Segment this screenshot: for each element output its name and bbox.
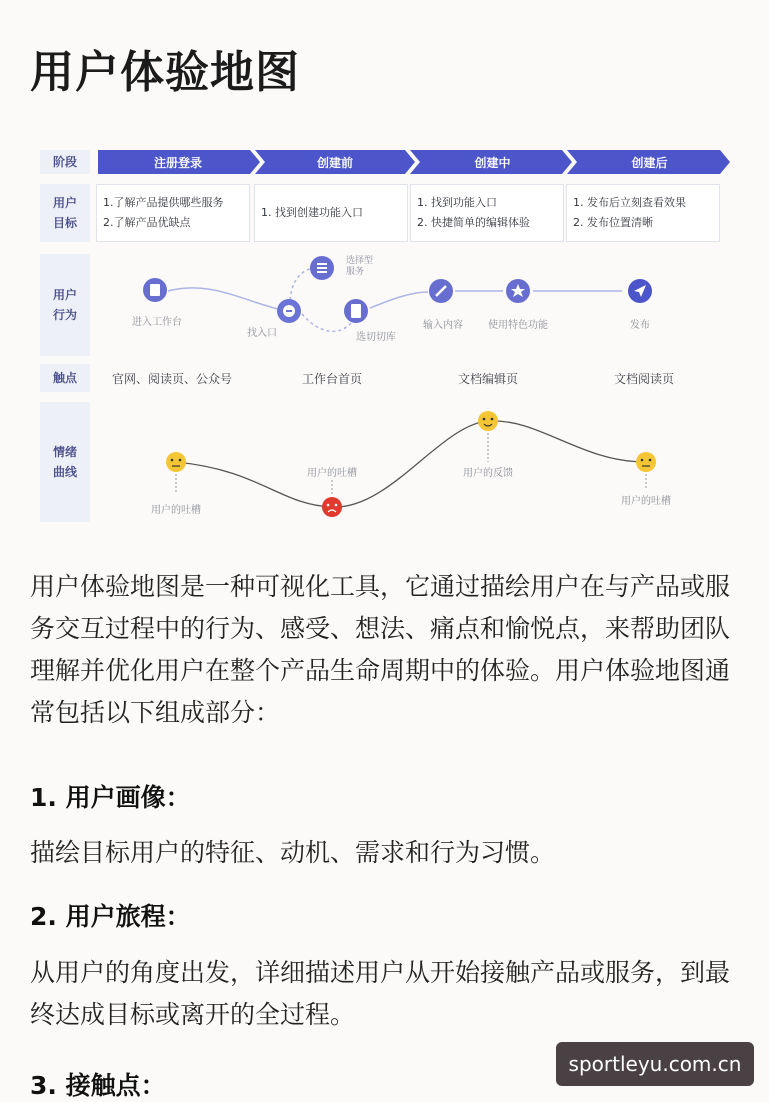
row-label-action [40,254,90,356]
action-tag-text: 选择型 [346,256,374,266]
emotion-label: 用户的反馈 [463,468,513,479]
section-heading: 3. 接触点： [30,1071,166,1100]
emotion-curve [176,421,646,507]
action-label: 进入工作台 [132,317,182,328]
goal-item: 1.了解产品提供哪些服务 [103,196,224,209]
phase-label: 创建后 [631,155,668,170]
row-label-text: 曲线 [52,465,77,479]
section-heading: 1. 用户画像： [30,783,191,812]
goal-item: 1. 找到创建功能入口 [261,206,363,219]
pencil-icon [429,279,453,303]
document-icon [143,278,167,302]
row-label-emotion [40,402,90,522]
action-label: 发布 [630,320,650,331]
angry-face-icon [322,497,342,517]
happy-face-icon [478,411,498,431]
flow-line [302,314,352,331]
touchpoint: 官网、阅读页、公众号 [112,372,233,386]
action-label: 找入口 [247,328,277,339]
flow-line [168,288,282,310]
section-body: 从用户的角度出发，详细描述用户从开始接触产品或服务，到最终达成目标或离开的全过程。 [30,958,731,1029]
send-icon [628,279,652,303]
phase-label: 创建前 [316,155,353,170]
neutral-face-icon [636,452,656,472]
section-body: 描绘目标用户的特征、动机、需求和行为习惯。 [30,838,556,867]
plus-icon [277,299,301,323]
action-label: 使用特色功能 [488,320,548,331]
action-tag [346,256,373,278]
touchpoint: 文档编辑页 [458,372,519,386]
intro-paragraph: 用户体验地图是一种可视化工具，它通过描绘用户在与产品或服务交互过程中的行为、感受、想法、痛点和愉悦点，来帮助团队理解并优化用户在整个产品生命周期中的体验。用户体验地图通常包括以下组成部分： [30,572,731,727]
goal-cell [566,184,720,242]
star-icon [506,279,530,303]
action-label: 选切切库 [356,332,396,343]
goal-item: 2. 快捷简单的编辑体验 [417,216,530,229]
emotion-label: 用户的吐槽 [621,496,671,507]
tablet-icon [344,299,368,323]
row-label-touch: 触点 [52,371,77,385]
emotion-label: 用户的吐槽 [307,468,357,479]
goal-item: 1. 找到功能入口 [417,196,497,209]
row-label-goal [40,184,90,242]
goal-cell [254,184,408,242]
row-label-text: 目标 [52,216,77,230]
action-label: 输入内容 [423,320,463,331]
row-label-stage: 阶段 [52,155,77,169]
row-label-text: 用户 [52,288,77,302]
row-label-text: 情绪 [52,445,77,459]
phase-label: 创建中 [474,155,511,170]
goal-item: 2. 发布位置清晰 [573,216,653,229]
goal-cell [96,184,250,242]
goal-item: 2.了解产品优缺点 [103,216,191,229]
flow-line [290,268,312,300]
section-heading: 2. 用户旅程： [30,902,191,931]
flow-line [370,292,428,308]
emotion-label: 用户的吐槽 [151,505,201,516]
touchpoint: 文档阅读页 [614,372,675,386]
row-label-text: 用户 [52,196,77,210]
goal-item: 1. 发布后立刻查看效果 [573,196,686,209]
neutral-face-icon [166,452,186,472]
touchpoint: 工作台首页 [302,372,363,386]
list-icon [310,256,334,280]
watermark: sportleyu.com.cn [556,1042,754,1086]
row-label-text: 行为 [52,308,77,322]
action-tag-text: 服务 [346,267,365,277]
goal-cell [410,184,564,242]
page-title: 用户体验地图 [30,47,300,98]
phase-label: 注册登录 [153,155,202,170]
